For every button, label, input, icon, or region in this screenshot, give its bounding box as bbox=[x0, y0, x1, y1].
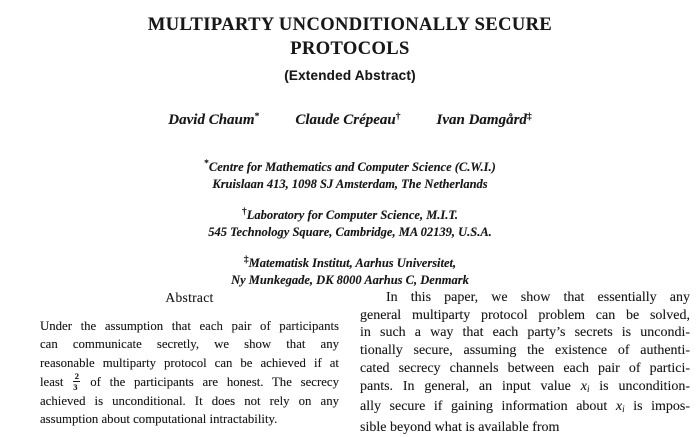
text-line: assumption about computational intractability. bbox=[40, 411, 278, 426]
author-footnote-mark: ‡ bbox=[526, 112, 532, 122]
text-line: In this paper, we show that essentially any bbox=[386, 290, 690, 305]
author-claude-crepeau bbox=[295, 112, 400, 129]
abstract-section bbox=[40, 289, 339, 437]
author-name: Claude Crépeau bbox=[295, 112, 396, 128]
text-line: in such a way that each party’s secrets is uncondi- bbox=[360, 325, 690, 341]
text-line: tionally secure, assuming the existence of authenti- bbox=[360, 343, 690, 359]
author-ivan-damgard bbox=[437, 112, 532, 129]
author-david-chaum bbox=[168, 112, 259, 129]
affiliation-line-1 bbox=[0, 252, 700, 272]
affiliation-mit bbox=[0, 204, 700, 241]
affiliation-institute: Matematisk Institut, Aarhus Universitet, bbox=[248, 256, 457, 270]
affiliation-line-2: Kruislaan 413, 1098 SJ Amsterdam, The Netherlands bbox=[212, 177, 488, 191]
author-list bbox=[0, 112, 700, 129]
author-name: David Chaum bbox=[168, 112, 255, 128]
affiliation-aarhus bbox=[0, 252, 700, 289]
text-line: cated secrecy channels between each pair of partici- bbox=[360, 360, 690, 376]
two-column-body bbox=[0, 289, 690, 437]
affiliation-mark: ‡ bbox=[243, 255, 249, 265]
paper-title bbox=[0, 13, 700, 61]
text-line: least $\frac{2}{3}$ of the participants are honest. The secrecy bbox=[40, 370, 340, 392]
affiliation-line-2: 545 Technology Square, Cambridge, MA 02139, U.S.A. bbox=[208, 225, 492, 239]
affiliation-institute: Laboratory for Computer Science, M.I.T. bbox=[246, 208, 459, 222]
text-line: achieved is unconditional. It does not rely on any bbox=[40, 393, 339, 408]
abstract-heading: Abstract bbox=[165, 290, 214, 305]
text-line: Under the assumption that each pair of participants bbox=[40, 319, 339, 334]
affiliation-line-1 bbox=[0, 156, 700, 176]
affiliation-line-2: Ny Munkegade, DK 8000 Aarhus C, Denmark bbox=[231, 273, 469, 287]
affiliation-mark: † bbox=[241, 207, 247, 217]
author-footnote-mark: † bbox=[395, 112, 401, 122]
affiliation-institute: Centre for Mathematics and Computer Science (C.W.I.) bbox=[208, 160, 496, 174]
fraction-two-thirds: $\frac{2}{3}$ bbox=[73, 370, 79, 392]
text-line: general multiparty protocol problem can be solved, bbox=[360, 307, 690, 323]
abstract-text bbox=[40, 317, 339, 428]
title-line-2: PROTOCOLS bbox=[290, 39, 410, 59]
text-line: sible beyond what is available from bbox=[360, 419, 560, 435]
affiliation-mark: * bbox=[204, 159, 209, 169]
text-line: reasonable multiparty protocol can be achieved if at bbox=[40, 355, 339, 370]
introduction-text bbox=[360, 289, 690, 437]
affiliation-cwi bbox=[0, 156, 700, 193]
text-line: ally secure if gaining information about xi is impos- bbox=[360, 399, 690, 415]
introduction-section bbox=[360, 289, 690, 437]
text-line: can communicate secretly, we show that any bbox=[40, 337, 339, 352]
affiliation-list bbox=[0, 156, 700, 289]
author-footnote-mark: * bbox=[254, 112, 260, 122]
affiliation-line-1 bbox=[0, 204, 700, 224]
author-name: Ivan Damgård bbox=[436, 112, 527, 128]
paper-subtitle: (Extended Abstract) bbox=[284, 68, 416, 83]
text-line: pants. In general, an input value xi is uncondition- bbox=[360, 378, 690, 394]
title-line-1: MULTIPARTY UNCONDITIONALLY SECURE bbox=[147, 15, 553, 35]
